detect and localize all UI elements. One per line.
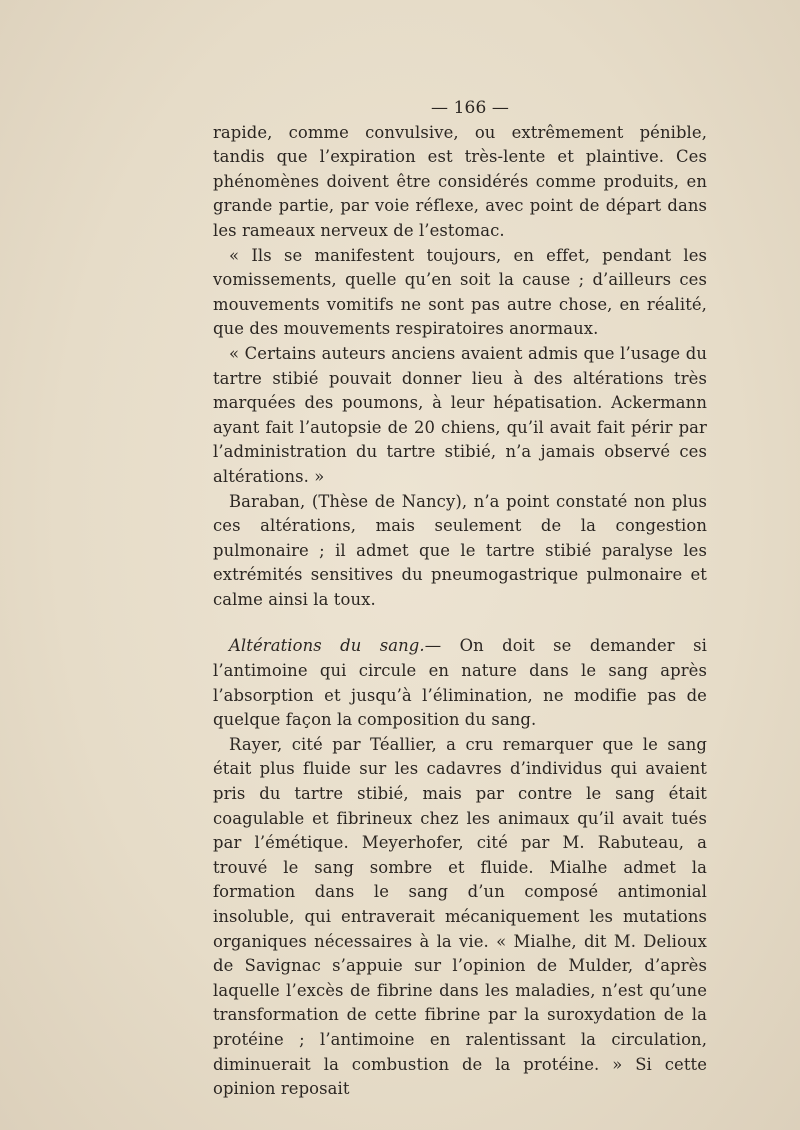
- text-block: [213, 96, 707, 1102]
- paragraph-6: Rayer, cité par Téallier, a cru remarquer que le sang était plus fluide sur les cadavres d’individus qui avaient pris du tartre stibié, mais par contre le sang était coagulable et fibrineux chez les animaux qu’il avait tués par l’émétique. Meyerhofer, cité par M. Rabuteau, a trouvé le sang sombre et fluide. Mialhe admet la formation dans le sang d’un composé antimonial insoluble, qui entraverait mécaniquement les mutations organiques nécessaires à la vie. « Mialhe, dit M. Delioux de Savignac s’appuie sur l’opinion de Mulder, d’après laquelle l’excès de fibrine dans les maladies, n’est qu’une transformation de cette fibrine par la suroxydation de la protéine ; l’antimoine en ralentissant la circulation, diminuerait la combustion de la protéine. » Si cette opinion reposait: [213, 734, 707, 1099]
- section-heading: Altérations du sang.: [229, 636, 425, 656]
- paragraph-3: « Certains auteurs anciens avaient admis que l’usage du tartre stibié pouvait donner lieu à des altérations très marquées des poumons, à leur hépatisation. Ackermann ayant fait l’autopsie de 20 chiens, qu’il avait fait périr par l’administration du tartre stibié, n’a jamais observé ces altérations. »: [213, 343, 707, 486]
- page-number: — 166 —: [431, 98, 509, 118]
- paragraph-4: Baraban, (Thèse de Nancy), n’a point constaté non plus ces altérations, mais seulement de la congestion pulmonaire ; il admet que le tartre stibié paralyse les extrémités sensitives du pneumogastrique pulmonaire et calme ainsi la toux.: [213, 491, 707, 609]
- paragraph-2: « Ils se manifestent toujours, en effet, pendant les vomissements, quelle qu’en soit la cause ; d’ailleurs ces mouvements vomitifs ne sont pas autre chose, en réalité, que des mouvements respiratoires anormaux.: [213, 245, 707, 339]
- paragraph-5-text: — On doit se demander si l’antimoine qui circule en nature dans le sang après l’absorption et jusqu’à l’élimination, ne modifie pas de quelque façon la composition du sang.: [213, 636, 707, 730]
- paragraph-5: [213, 634, 707, 732]
- paragraph-1: rapide, comme convulsive, ou extrêmement pénible, tandis que l’expiration est très-lente et plaintive. Ces phénomènes doivent être considérés comme produits, en grande partie, par voie réflexe, avec point de départ dans les rameaux nerveux de l’estomac.: [213, 122, 707, 240]
